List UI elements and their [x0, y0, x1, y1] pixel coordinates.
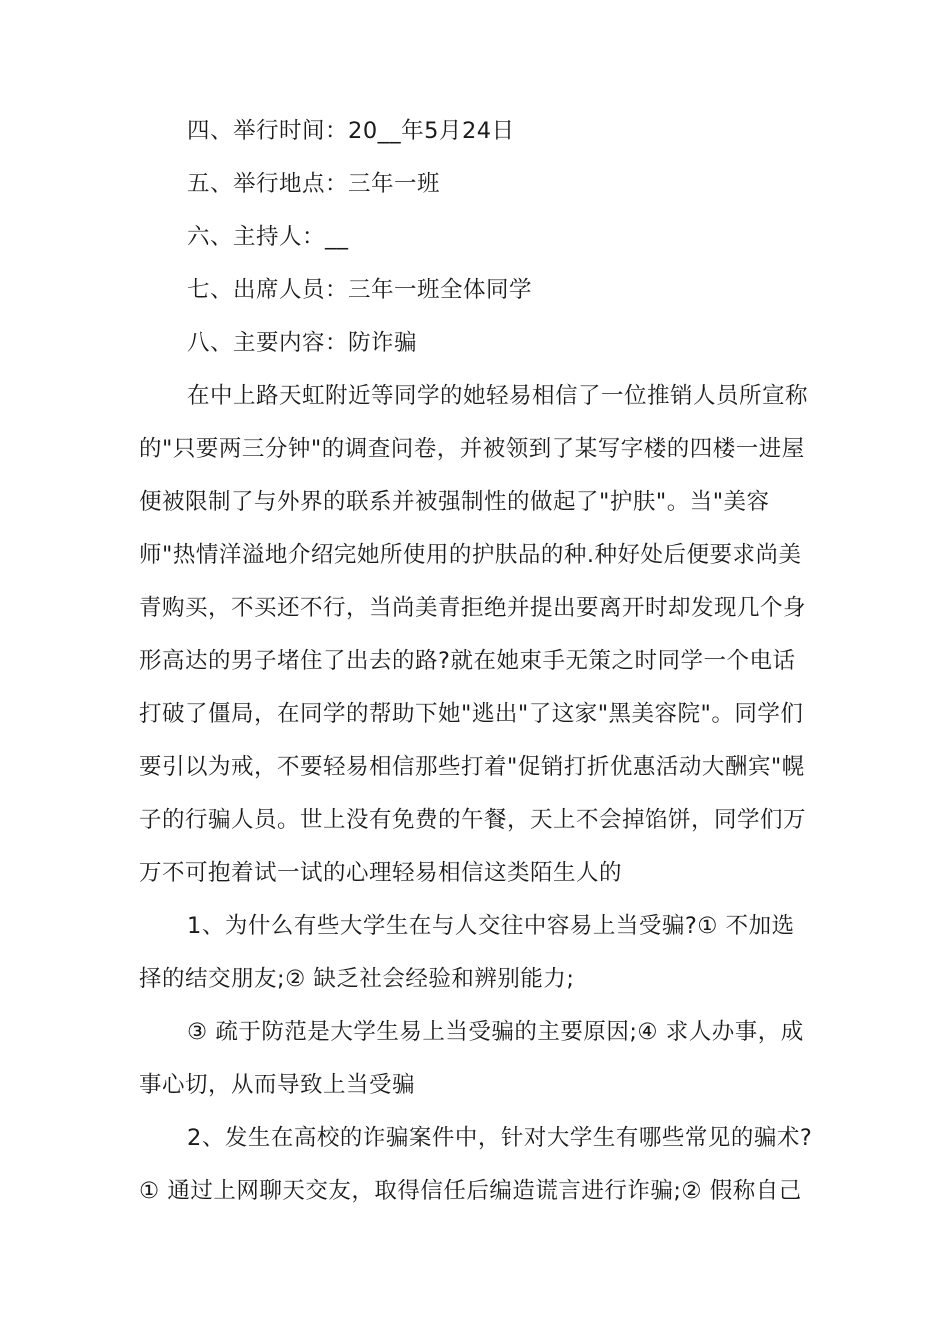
paragraph-line: 在中上路天虹附近等同学的她轻易相信了一位推销人员所宣称 — [187, 383, 809, 409]
paragraph-line: 青购买，不买还不行，当尚美青拒绝并提出要离开时却发现几个身 — [139, 595, 807, 621]
paragraph-line: ③ 疏于防范是大学生易上当受骗的主要原因;④ 求人办事，成 — [187, 1019, 804, 1045]
paragraph-line: 择的结交朋友;② 缺乏社会经验和辨别能力; — [139, 966, 575, 992]
paragraph-line: 万不可抱着试一试的心理轻易相信这类陌生人的 — [139, 860, 623, 886]
paragraph-line: 事心切，从而导致上当受骗 — [139, 1072, 416, 1098]
paragraph-line: 的"只要两三分钟"的调查问卷，并被领到了某写字楼的四楼一进屋 — [139, 436, 805, 462]
paragraph-line: 1、为什么有些大学生在与人交往中容易上当受骗?① 不加选 — [187, 913, 795, 939]
paragraph-line: 要引以为戒，不要轻易相信那些打着"促销打折优惠活动大酬宾"幌 — [139, 754, 805, 780]
paragraph-line: 形高达的男子堵住了出去的路?就在她束手无策之时同学一个电话 — [139, 648, 796, 674]
list-item-time: 四、举行时间：20__年5月24日 — [187, 118, 515, 144]
paragraph-line: ① 通过上网聊天交友，取得信任后编造谎言进行诈骗;② 假称自己 — [139, 1178, 802, 1204]
paragraph-line: 便被限制了与外界的联系并被强制性的做起了"护肤"。当"美容 — [139, 489, 770, 515]
paragraph-line: 2、发生在高校的诈骗案件中，针对大学生有哪些常见的骗术? — [187, 1125, 813, 1151]
list-item-content: 八、主要内容：防诈骗 — [187, 330, 418, 356]
list-item-attendees: 七、出席人员：三年一班全体同学 — [187, 277, 533, 303]
list-item-location: 五、举行地点：三年一班 — [187, 171, 441, 197]
paragraph-line: 子的行骗人员。世上没有免费的午餐，天上不会掉馅饼，同学们万 — [139, 807, 807, 833]
list-item-host: 六、主持人：__ — [187, 224, 349, 250]
paragraph-line: 师"热情洋溢地介绍完她所使用的护肤品的种.种好处后便要求尚美 — [139, 542, 802, 568]
paragraph-line: 打破了僵局，在同学的帮助下她"逃出"了这家"黑美容院"。同学们 — [139, 701, 804, 727]
